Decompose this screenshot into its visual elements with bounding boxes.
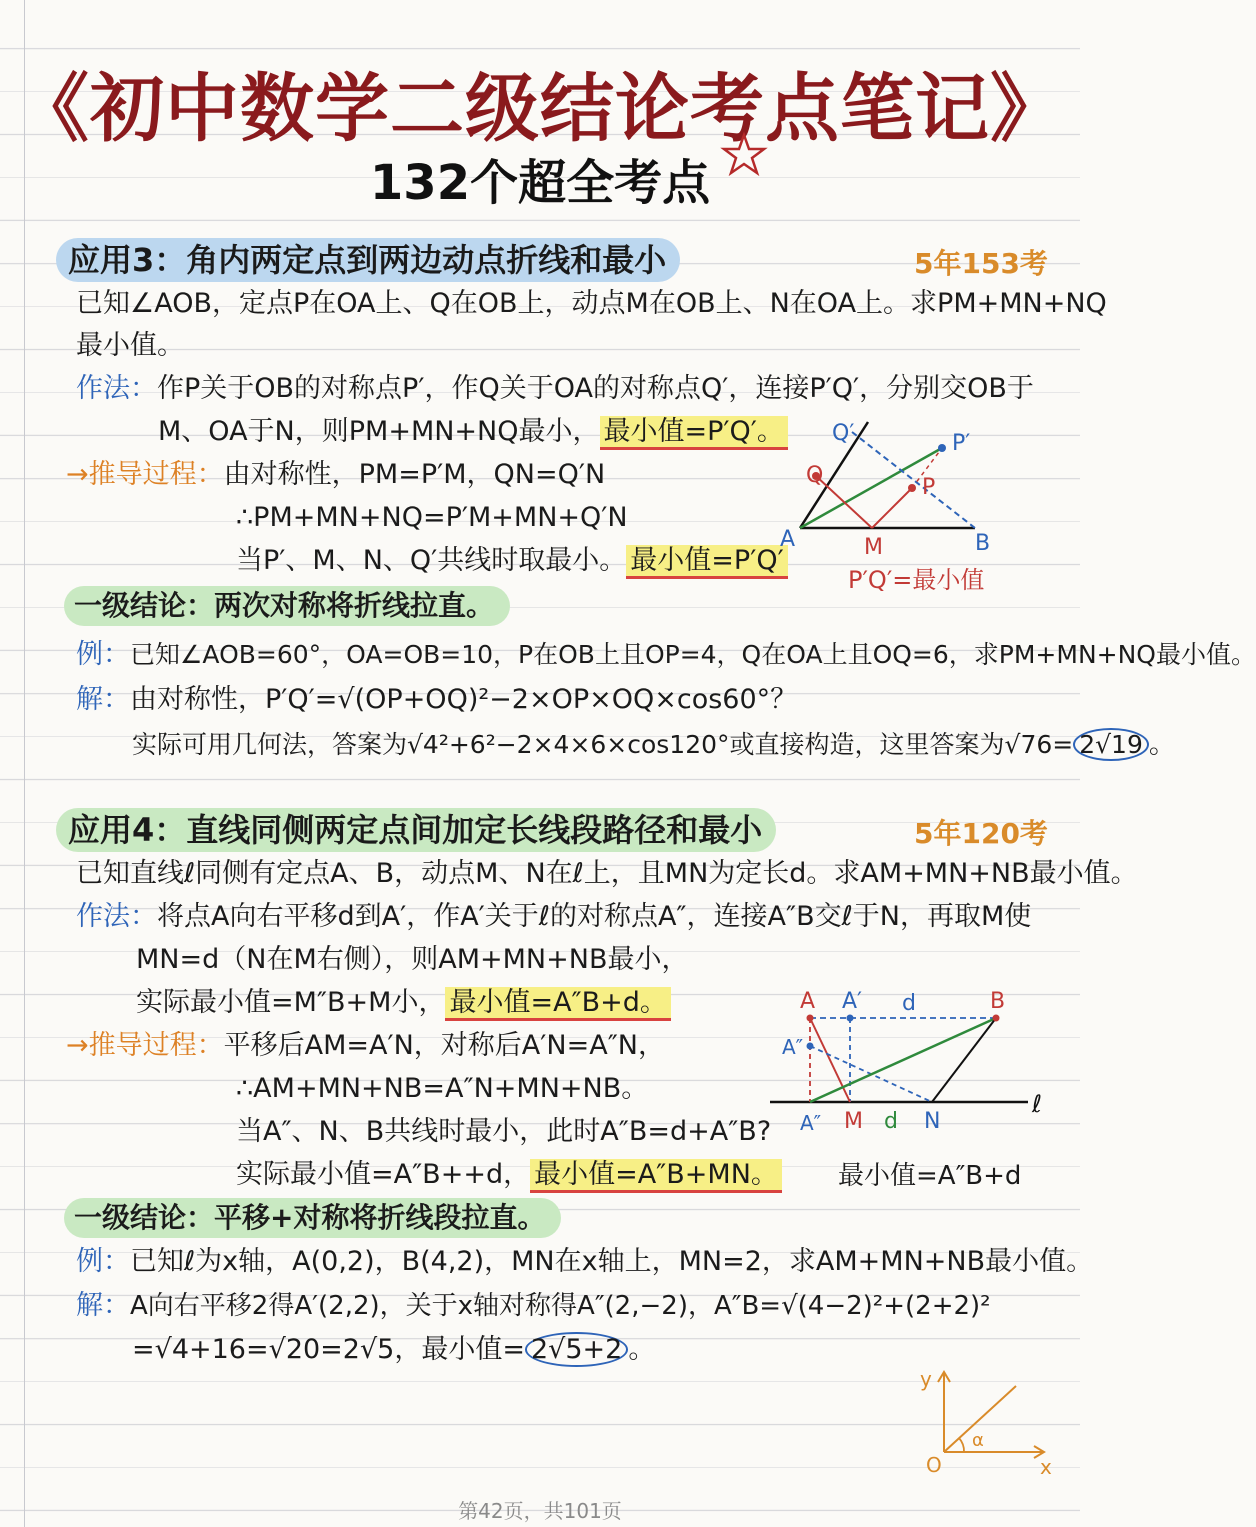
s3-example-label: 例： xyxy=(76,639,130,670)
section4-exam-tag: 5年120考 xyxy=(914,817,1048,850)
section3-exam-tag: 5年153考 xyxy=(914,247,1048,280)
section4-heading: 应用4：直线同侧两定点间加定长线段路径和最小 xyxy=(56,808,776,852)
s4-solution-line2 xyxy=(132,1330,655,1370)
page-subtitle: 132个超全考点 xyxy=(369,155,711,211)
s4-derive-text4: 实际最小值=A″B++d， xyxy=(236,1159,531,1190)
s3-derive-text1: 由对称性，PM=P′M，QN=Q′N xyxy=(223,459,606,490)
s4-translation-diagram xyxy=(766,984,1056,1194)
s4-label-m: M xyxy=(844,1109,863,1134)
axes-label-alpha: α xyxy=(972,1430,984,1451)
s3-conclusion: 一级结论：两次对称将折线拉直。 xyxy=(64,586,510,626)
s3-answer-circled: 2√19 xyxy=(1073,728,1149,761)
s4-method-text3: 实际最小值=M″B+M小， xyxy=(136,987,446,1018)
s4-label-aprime: A′ xyxy=(842,989,863,1014)
s4-solution-text1: A向右平移2得A′(2,2)，关于x轴对称得A″(2,−2)，A″B=√(4−2)²+(2+2)² xyxy=(130,1291,991,1321)
s3-diagram-caption: P′Q′=最小值 xyxy=(848,566,985,594)
s3-method-line1 xyxy=(76,369,1034,409)
s3-label-m: M xyxy=(864,535,883,560)
s4-conclusion: 一级结论：平移+对称将折线段拉直。 xyxy=(64,1198,561,1238)
s3-label-qprime: Q′ xyxy=(832,421,855,446)
s3-method-label: 作法： xyxy=(76,373,157,404)
s4-solution-end: 。 xyxy=(628,1334,656,1365)
s4-label-adouble: A″ xyxy=(800,1111,822,1135)
s4-label-line-l: ℓ xyxy=(1032,1090,1042,1118)
axes-sketch xyxy=(912,1362,1062,1480)
s3-derive-highlight: 最小值=P′Q′ xyxy=(626,545,787,579)
s4-derive-line3: 当A″、N、B共线时最小，此时A″B=d+A″B? xyxy=(236,1116,772,1147)
axes-label-y: y xyxy=(920,1367,932,1391)
page-title: 《初中数学二级结论考点笔记》 xyxy=(15,66,1065,152)
s3-solution-text2: 实际可用几何法，答案为√4²+6²−2×4×6×cos120°或直接构造，这里答案为√76= xyxy=(132,730,1074,759)
s4-solution-label: 解： xyxy=(76,1290,130,1321)
s3-derive-label: →推导过程： xyxy=(66,459,224,490)
s4-derive-line2: ∴AM+MN+NB=A″N+MN+NB。 xyxy=(236,1073,649,1104)
s3-method-text1: 作P关于OB的对称点P′，作Q关于OA的对称点Q′，连接P′Q′，分别交OB于 xyxy=(157,373,1034,404)
s4-derive-text1: 平移后AM=A′N，对称后A′N=A″N， xyxy=(223,1030,665,1061)
s4-method-line2: MN=d（N在M右侧），则AM+MN+NB最小， xyxy=(136,944,689,975)
s3-solution-text1: 由对称性，P′Q′=√(OP+OQ)²−2×OP×OQ×cos60°？ xyxy=(130,684,798,715)
s4-method-line3 xyxy=(136,983,671,1023)
s3-example-text: 已知∠AOB=60°，OA=OB=10，P在OB上且OP=4，Q在OA上且OQ=6，求PM+MN+NQ最小值。 xyxy=(130,640,1256,669)
s4-method-text1: 将点A向右平移d到A′，作A′关于ℓ的对称点A″，连接A″B交ℓ于N，再取M使 xyxy=(157,901,1032,932)
s3-derive-text3: 当P′、M、N、Q′共线时取最小。 xyxy=(236,545,627,576)
s3-solution-end: 。 xyxy=(1148,729,1176,760)
s4-example-line xyxy=(76,1242,1093,1282)
s4-derive-label: →推导过程： xyxy=(66,1030,224,1061)
s3-derive-line3 xyxy=(236,541,788,581)
s3-solution-label: 解： xyxy=(76,684,130,715)
s4-problem-line: 已知直线ℓ同侧有定点A、B，动点M、N在ℓ上，且MN为定长d。求AM+MN+NB最小值。 xyxy=(76,858,1138,889)
s3-method-highlight: 最小值=P′Q′。 xyxy=(600,416,788,450)
s3-reflection-diagram xyxy=(770,410,1010,600)
s4-diagram-caption: 最小值=A″B+d xyxy=(838,1161,1022,1191)
axes-label-o: O xyxy=(926,1453,942,1477)
s3-example-line xyxy=(76,635,1256,675)
star-icon xyxy=(722,132,766,176)
s4-label-d-top: d xyxy=(902,991,916,1016)
s4-label-b: B xyxy=(990,989,1006,1014)
margin-line xyxy=(24,0,25,1527)
s4-label-n: N xyxy=(924,1109,941,1134)
s3-method-text2: M、OA于N，则PM+MN+NQ最小， xyxy=(158,416,600,447)
s4-derive-line4 xyxy=(236,1155,782,1195)
s4-label-d-bottom: d xyxy=(884,1109,898,1134)
s3-solution-line1 xyxy=(76,680,797,720)
s3-problem-line2: 最小值。 xyxy=(76,330,184,361)
s4-example-label: 例： xyxy=(76,1246,130,1277)
s4-derive-highlight: 最小值=A″B+MN。 xyxy=(530,1159,782,1193)
s3-solution-line2 xyxy=(132,725,1176,765)
s4-solution-line1 xyxy=(76,1286,991,1326)
s3-label-b: B xyxy=(975,531,991,556)
s4-solution-text2: =√4+16=√20=2√5，最小值= xyxy=(132,1334,525,1365)
s4-label-a: A xyxy=(800,989,816,1014)
s3-derive-line2: ∴PM+MN+NQ=P′M+MN+Q′N xyxy=(236,502,628,533)
s3-problem-line1: 已知∠AOB，定点P在OA上、Q在OB上，动点M在OB上、N在OA上。求PM+MN+NQ xyxy=(76,288,1107,319)
s3-label-p: P xyxy=(922,475,936,500)
section3-heading: 应用3：角内两定点到两边动点折线和最小 xyxy=(56,238,680,282)
axes-label-x: x xyxy=(1040,1455,1052,1479)
page-footer: 第42页，共101页 xyxy=(458,1499,622,1523)
s3-label-q: Q xyxy=(806,463,824,488)
s4-answer-circled: 2√5+2 xyxy=(525,1332,628,1367)
s3-label-a: A xyxy=(780,527,796,552)
s4-derive-line1 xyxy=(66,1026,665,1066)
s3-method-line2 xyxy=(158,412,788,452)
s4-label-adouble-top: A″ xyxy=(782,1035,804,1059)
s4-method-line1 xyxy=(76,897,1031,937)
s3-derive-line1 xyxy=(66,455,605,495)
s4-example-text: 已知ℓ为x轴，A(0,2)，B(4,2)，MN在x轴上，MN=2，求AM+MN+NB最小值。 xyxy=(130,1246,1094,1277)
s4-method-label: 作法： xyxy=(76,901,157,932)
s4-method-highlight: 最小值=A″B+d。 xyxy=(445,987,670,1021)
s3-label-pprime: P′ xyxy=(952,431,971,456)
